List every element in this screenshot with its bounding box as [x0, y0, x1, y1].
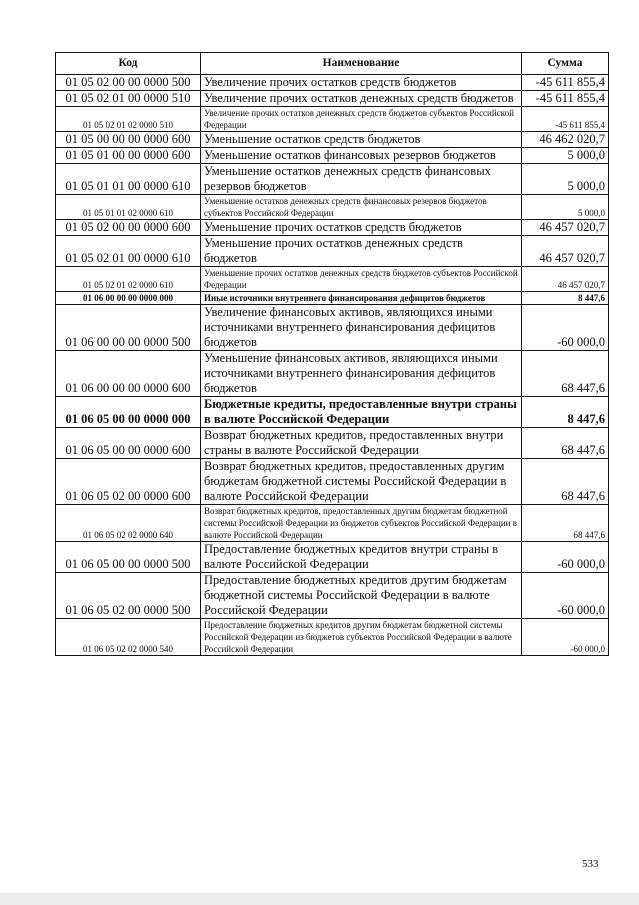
name-cell: Предоставление бюджетных кредитов внутри страны в валюте Российской Федерации: [201, 542, 522, 573]
name-cell: Уменьшение остатков денежных средств финансовых резервов бюджетов: [201, 164, 522, 195]
page-number: 533: [582, 858, 599, 870]
table-row: [56, 292, 609, 305]
name-cell: Возврат бюджетных кредитов, предоставленных другим бюджетам бюджетной системы Российской Федерации в валюте Российской Федерации: [201, 459, 522, 505]
sum-cell: -45 611 855,4: [522, 91, 609, 107]
sum-cell: 5 000,0: [522, 148, 609, 164]
code-cell: 01 06 05 02 00 0000 600: [56, 459, 201, 505]
sum-cell: -60 000,0: [522, 573, 609, 619]
code-cell: 01 05 01 01 00 0000 610: [56, 164, 201, 195]
name-cell: Уменьшение прочих остатков денежных средств бюджетов: [201, 236, 522, 267]
name-cell: Уменьшение прочих остатков средств бюджетов: [201, 220, 522, 236]
table-row: [56, 75, 609, 91]
table-row: [56, 505, 609, 542]
table-row: [56, 236, 609, 267]
name-cell: Увеличение прочих остатков денежных средств бюджетов субъектов Российской Федерации: [201, 107, 522, 132]
table-row: [56, 267, 609, 292]
sum-cell: 68 447,6: [522, 459, 609, 505]
table-row: [56, 305, 609, 351]
sum-cell: 46 457 020,7: [522, 236, 609, 267]
name-cell: Увеличение финансовых активов, являющихся иными источниками внутреннего финансирования дефицитов бюджетов: [201, 305, 522, 351]
sum-cell: 8 447,6: [522, 397, 609, 428]
table-row: [56, 397, 609, 428]
table-row: [56, 573, 609, 619]
table-row: [56, 220, 609, 236]
code-cell: 01 06 00 00 00 0000 500: [56, 305, 201, 351]
code-cell: 01 05 01 00 00 0000 600: [56, 148, 201, 164]
code-cell: 01 06 00 00 00 0000 600: [56, 351, 201, 397]
name-cell: Увеличение прочих остатков денежных средств бюджетов: [201, 91, 522, 107]
table-row: [56, 195, 609, 220]
table-row: [56, 351, 609, 397]
code-cell: 01 05 02 01 00 0000 510: [56, 91, 201, 107]
sum-cell: 68 447,6: [522, 351, 609, 397]
name-cell: Возврат бюджетных кредитов, предоставленных внутри страны в валюте Российской Федерации: [201, 428, 522, 459]
table-row: [56, 107, 609, 132]
sum-cell: 46 462 020,7: [522, 132, 609, 148]
table-row: [56, 164, 609, 195]
code-cell: 01 06 05 00 00 0000 500: [56, 542, 201, 573]
name-cell: Увеличение прочих остатков средств бюджетов: [201, 75, 522, 91]
sum-cell: -60 000,0: [522, 305, 609, 351]
sum-cell: 68 447,6: [522, 428, 609, 459]
code-cell: 01 06 00 00 00 0000 000: [56, 292, 201, 305]
table-row: [56, 132, 609, 148]
sum-cell: 8 447,6: [522, 292, 609, 305]
name-cell: Предоставление бюджетных кредитов другим бюджетам бюджетной системы Российской Федерации из бюджетов субъектов Российской Федерации в валюте Российской Федерации: [201, 619, 522, 656]
code-cell: 01 05 02 01 00 0000 610: [56, 236, 201, 267]
name-cell: Уменьшение остатков финансовых резервов бюджетов: [201, 148, 522, 164]
name-cell: Уменьшение прочих остатков денежных средств бюджетов субъектов Российской Федерации: [201, 267, 522, 292]
sum-cell: 46 457 020,7: [522, 220, 609, 236]
name-cell: Иные источники внутреннего финансирования дефицитов бюджетов: [201, 292, 522, 305]
name-cell: Уменьшение финансовых активов, являющихся иными источниками внутреннего финансирования дефицитов бюджетов: [201, 351, 522, 397]
code-cell: 01 05 02 00 00 0000 500: [56, 75, 201, 91]
header-name: Наименование: [201, 53, 522, 75]
code-cell: 01 05 02 01 02 0000 510: [56, 107, 201, 132]
code-cell: 01 05 02 01 02 0000 610: [56, 267, 201, 292]
code-cell: 01 06 05 02 00 0000 500: [56, 573, 201, 619]
sum-cell: -60 000,0: [522, 619, 609, 656]
table-header-row: [56, 53, 609, 75]
sum-cell: -45 611 855,4: [522, 107, 609, 132]
table-row: [56, 619, 609, 656]
code-cell: 01 06 05 02 02 0000 540: [56, 619, 201, 656]
table-row: [56, 542, 609, 573]
scan-edge: [0, 893, 639, 905]
sum-cell: 5 000,0: [522, 195, 609, 220]
budget-sources-table: [55, 52, 609, 656]
code-cell: 01 05 00 00 00 0000 600: [56, 132, 201, 148]
name-cell: Бюджетные кредиты, предоставленные внутри страны в валюте Российской Федерации: [201, 397, 522, 428]
sum-cell: -60 000,0: [522, 542, 609, 573]
sum-cell: 5 000,0: [522, 164, 609, 195]
name-cell: Возврат бюджетных кредитов, предоставленных другим бюджетам бюджетной системы Российской Федерации из бюджетов субъектов Российской Федерации в валюте Российской Федерации: [201, 505, 522, 542]
table-row: [56, 459, 609, 505]
code-cell: 01 06 05 00 00 0000 000: [56, 397, 201, 428]
table-row: [56, 148, 609, 164]
header-sum: Сумма: [522, 53, 609, 75]
sum-cell: 68 447,6: [522, 505, 609, 542]
name-cell: Уменьшение остатков средств бюджетов: [201, 132, 522, 148]
table-row: [56, 91, 609, 107]
name-cell: Уменьшение остатков денежных средств финансовых резервов бюджетов субъектов Российской Федерации: [201, 195, 522, 220]
code-cell: 01 06 05 00 00 0000 600: [56, 428, 201, 459]
sum-cell: -45 611 855,4: [522, 75, 609, 91]
code-cell: 01 06 05 02 02 0000 640: [56, 505, 201, 542]
code-cell: 01 05 02 00 00 0000 600: [56, 220, 201, 236]
table-row: [56, 428, 609, 459]
header-code: Код: [56, 53, 201, 75]
sum-cell: 46 457 020,7: [522, 267, 609, 292]
code-cell: 01 05 01 01 02 0000 610: [56, 195, 201, 220]
name-cell: Предоставление бюджетных кредитов другим бюджетам бюджетной системы Российской Федерации в валюте Российской Федерации: [201, 573, 522, 619]
